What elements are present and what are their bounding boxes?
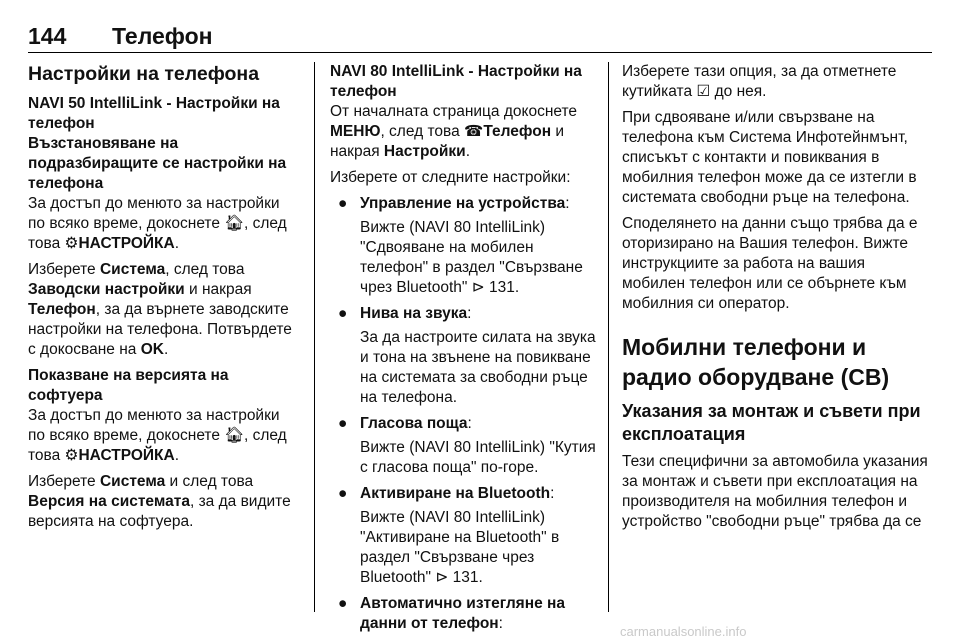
column-2 (330, 62, 596, 640)
mounting-paragraph: Тези специфични за автомобила указания за монтаж и съвети при експлоатация на производителя на мобилния телефон и устройство "свободни ръце" трябва да се (622, 453, 928, 530)
bullet-icon: ● (338, 595, 348, 612)
checkbox-icon: ☑ (696, 83, 711, 100)
list-item: ● Управление на устройства: Вижте (NAVI 80 IntelliLink) "Сдвояване на мобилен телефон" в раздел "Свързване чрез Bluetooth" ⊳ 131. (338, 195, 583, 296)
home-icon: 🏠︎ (224, 215, 244, 232)
bullet-icon: ● (338, 195, 348, 212)
page-number: 144 (28, 23, 67, 49)
version-heading: Показване на версията на софтуера (28, 367, 229, 404)
mobile-section-title: Мобилни телефони и радио оборудване (CB) (622, 334, 890, 390)
bullet-icon: ● (338, 485, 348, 502)
reset-paragraph-2: Изберете Система, след това Заводски настройки и накрая Телефон, за да върнете заводските настройки на телефона. Потвърдете с докосване на OK. (28, 261, 292, 358)
chapter-title: Телефон (112, 23, 213, 49)
gear-icon: ⚙ (64, 447, 79, 464)
list-item: ● Автоматично изтегляне на данни от телефон: (338, 595, 565, 632)
mounting-heading: Указания за монтаж и съвети при експлоатация (622, 401, 921, 444)
navi80-choose: Изберете от следните настройки: (330, 169, 571, 186)
bullet-icon: ● (338, 415, 348, 432)
column-divider-1 (314, 62, 315, 612)
list-item: ● Гласова поща: Вижте (NAVI 80 IntelliLink) "Кутия с гласова поща" по-горе. (338, 415, 596, 476)
phone-icon: ☎ (464, 123, 484, 140)
list-item: ● Активиране на Bluetooth: Вижте (NAVI 80 IntelliLink) "Активиране на Bluetooth" в раздел "Свързване чрез Bluetooth" ⊳ 131. (338, 485, 560, 586)
sharing-paragraph: Споделянето на данни също трябва да е оторизирано на Вашия телефон. Вижте инструкциите за работа на вашия мобилен телефон или се обърнете към мобилния си оператор. (622, 215, 918, 312)
checkbox-paragraph: Изберете тази опция, за да отметнете кутийката ☑ до нея. (622, 63, 897, 100)
gear-icon: ⚙ (64, 235, 79, 252)
navi80-title: NAVI 80 IntelliLink - Настройки на телефон (330, 63, 582, 100)
reset-heading: Възстановяване на подразбиращите се настройки на телефона (28, 135, 287, 192)
sync-paragraph: При сдвояване и/или свързване на телефона към Система Инфотейнмънт, списъкът с контакти и повиквания в мобилния телефон може да се изтегли в системата свободни ръце на телефона. (622, 109, 917, 206)
column-1 (28, 62, 300, 538)
arrow-ref-icon: ⊳ (471, 279, 485, 296)
list-item: ● Нива на звука: За да настроите силата на звука и тона на звънене на повикване на системата за свободни ръце на телефона. (338, 305, 596, 406)
header-rule (28, 52, 932, 53)
page-header (28, 22, 932, 50)
navi80-intro: От началната страница докоснете МЕНЮ, след това ☎Телефон и накрая Настройки. (330, 103, 578, 160)
version-paragraph-2: Изберете Система и след това Версия на системата, за да видите версията на софтуера. (28, 473, 291, 530)
column-3 (622, 62, 932, 538)
reset-paragraph-1: За достъп до менюто за настройки по всяко време, докоснете 🏠︎, след това ⚙НАСТРОЙКА. (28, 195, 287, 252)
column-divider-2 (608, 62, 609, 612)
bullet-icon: ● (338, 305, 348, 322)
home-icon: 🏠︎ (224, 427, 244, 444)
subsection-title: NAVI 50 IntelliLink - Настройки на телефон (28, 95, 280, 132)
arrow-ref-icon: ⊳ (435, 569, 449, 586)
watermark: carmanualsonline.info (620, 624, 747, 639)
section-title: Настройки на телефона (28, 63, 260, 85)
version-paragraph-1: За достъп до менюто за настройки по всяко време, докоснете 🏠︎, след това ⚙НАСТРОЙКА. (28, 407, 287, 464)
